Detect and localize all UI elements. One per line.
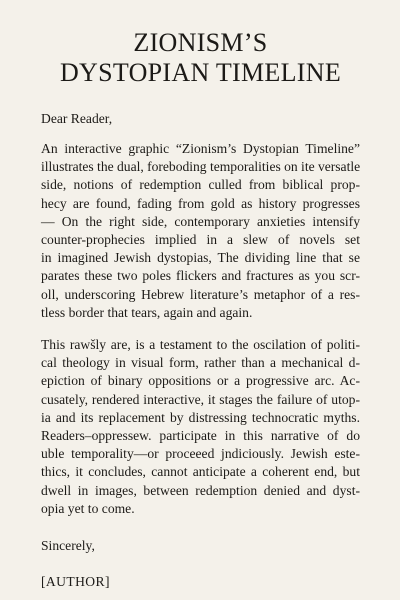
body-paragraph-1 [41, 140, 360, 322]
body-paragraph-2 [41, 336, 360, 518]
title-line-2: DYSTOPIAN TIMELINE [59, 58, 342, 87]
paragraph-line: An interactive graphic “Zionism’s Dystopian Timeline” [41, 141, 360, 156]
paragraph-line: This rawšly are, is a testament to the oscilation of politi- [41, 337, 360, 353]
paragraph-line: oll, underscoring Hebrew literature’s metaphor of a res- [41, 286, 360, 302]
paragraph-line: thics, it concludes, cannot anticipate a coherent end, but [41, 464, 360, 480]
paragraph-line: uble temporality—or proceeed jndiciously. Jewish este- [41, 446, 360, 462]
paragraph-line: counter-prophecies implied in a slew of novels set [41, 232, 360, 248]
closing: Sincerely, [41, 538, 95, 554]
paragraph-line: opia yet to come. [41, 500, 135, 516]
page-title [41, 28, 360, 88]
paragraph-line: cal theology in visual form, rather than a mechanical d- [41, 355, 360, 371]
paragraph-line: parates these two poles flickers and fractures as you scr- [41, 268, 360, 284]
paragraph-line: cusately, rendered interactive, it stages the failure of utop- [41, 391, 360, 407]
paragraph-line: epiction of binary oppositions or a progressive arc. Ac- [41, 373, 360, 389]
salutation: Dear Reader, [41, 111, 113, 126]
signature-placeholder: [AUTHOR] [41, 574, 110, 590]
title-line-1: ZIONISM’S [133, 28, 268, 57]
paragraph-line: tless border that tears, again and again. [41, 304, 253, 320]
paragraph-line: side, notions of redemption culled from biblical prop- [41, 177, 360, 193]
paragraph-line: — On the right side, contemporary anxieties intensify [41, 213, 360, 229]
paragraph-line: Readers–oppressew. participate in this narrative of do [41, 428, 360, 444]
paragraph-line: dwell in images, between redemption denied and dyst- [41, 482, 360, 498]
paragraph-line: illustrates the dual, foreboding temporalities on ite versatle [41, 159, 361, 175]
paragraph-line: ia and its replacement by distressing technocratic myths. [41, 409, 360, 425]
paragraph-line: hecy are found, fading from gold as history progresses [41, 195, 360, 211]
paragraph-line: in imagined Jewish dystopias, The dividing line that se [41, 250, 360, 266]
